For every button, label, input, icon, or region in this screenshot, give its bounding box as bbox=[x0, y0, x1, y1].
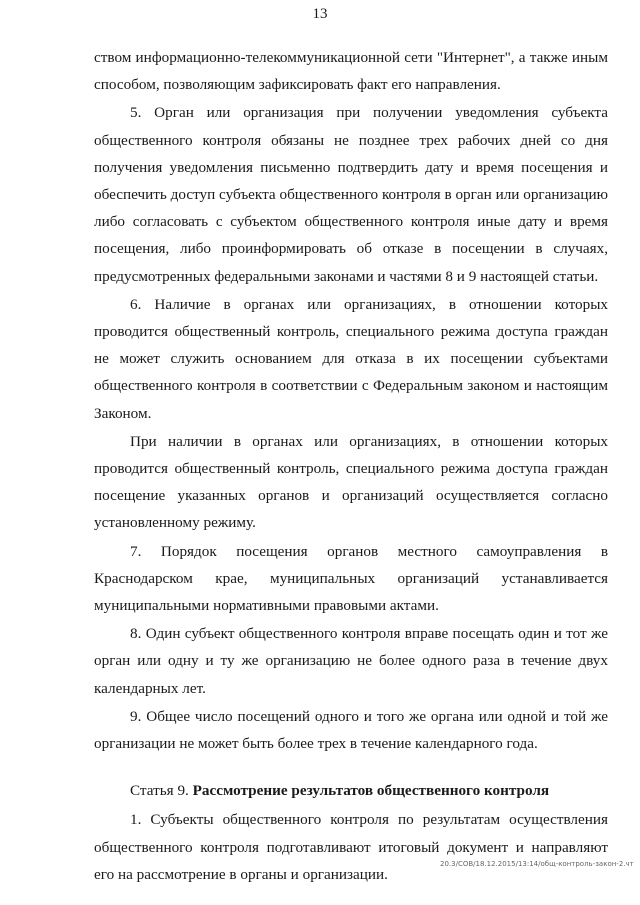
paragraph-part-5: 5. Орган или организация при получении уведомления субъекта общественного контроля обязаны не позднее трех рабочих дней со дня получения уведомления письменно подтвердить дату и время посещения и обеспечить доступ субъекта общественного контроля в орган или организацию либо согласовать с субъектом общественного контроля иные дату и время посещения, либо проинформировать об отказе в посещении в случаях, предусмотренных федеральными законами и частями 8 и 9 настоящей статьи. bbox=[94, 104, 608, 285]
article-number: Статья 9. bbox=[130, 782, 193, 800]
paragraph-part-6-continued: При наличии в органах или организациях, в отношении которых проводится общественный контроль, специального режима доступа граждан посещение указанных органов и организаций осуществляется согласно установленному режиму. bbox=[94, 432, 608, 532]
paragraph-part-7: 7. Порядок посещения органов местного самоуправления в Краснодарском крае, муниципальных организаций устанавливается муниципальными нормативными правовыми актами. bbox=[94, 542, 608, 615]
paragraph-part-9: 9. Общее число посещений одного и того же органа или одной и той же организации не может быть более трех в течение календарного года. bbox=[94, 707, 608, 753]
article-9-paragraph-1: 1. Субъекты общественного контроля по результатам осуществления общественного контроля подготавливают итоговый документ и направляют его на рассмотрение в органы и организации. bbox=[94, 811, 608, 883]
paragraph-part-8: 8. Один субъект общественного контроля вправе посещать один и тот же орган или одну и ту же организацию не более одного раза в течение двух календарных лет. bbox=[94, 625, 608, 697]
document-footer-code: 20.3/СОВ/18.12.2015/13:14/общ-контроль-закон-2.чт bbox=[440, 860, 634, 868]
document-body bbox=[94, 44, 608, 888]
paragraph-continuation: ством информационно-телекоммуникационной сети "Интернет", а также иным способом, позволяющим зафиксировать факт его направления. bbox=[94, 49, 608, 94]
paragraph-part-6: 6. Наличие в органах или организациях, в отношении которых проводится общественный контроль, специального режима доступа граждан не может служить основанием для отказа в их посещении субъектами общественного контроля в соответствии с Федеральным законом и настоящим Законом. bbox=[94, 295, 608, 422]
article-heading bbox=[94, 777, 608, 804]
article-title: Рассмотрение результатов общественного контроля bbox=[192, 782, 550, 800]
page-number: 13 bbox=[312, 6, 328, 22]
